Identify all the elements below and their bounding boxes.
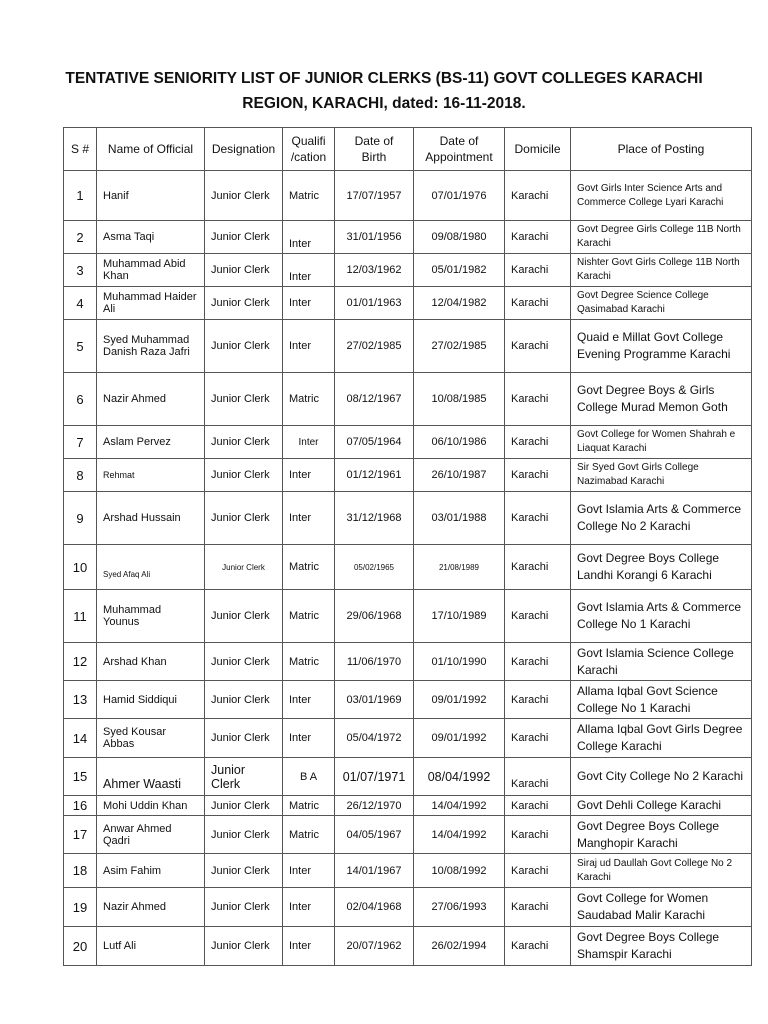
- cell-name: Muhammad Haider Ali: [97, 287, 205, 320]
- cell-designation: Junior Clerk: [205, 373, 283, 426]
- table-row: [64, 681, 752, 719]
- cell-dob: 29/06/1968: [335, 590, 414, 643]
- table-row: [64, 373, 752, 426]
- table-row: [64, 320, 752, 373]
- cell-posting: Govt Girls Inter Science Arts and Commerce College Lyari Karachi: [571, 171, 752, 221]
- cell-dob: 27/02/1985: [335, 320, 414, 373]
- cell-sn: 5: [64, 320, 97, 373]
- cell-posting: Govt College for Women Shahrah e Liaquat Karachi: [571, 426, 752, 459]
- cell-dob: 01/07/1971: [335, 758, 414, 796]
- cell-doa: 12/04/1982: [414, 287, 505, 320]
- cell-domicile: Karachi: [505, 590, 571, 643]
- cell-designation: Junior Clerk: [205, 221, 283, 254]
- cell-sn: 8: [64, 459, 97, 492]
- cell-domicile: Karachi: [505, 221, 571, 254]
- cell-posting: Govt College for Women Saudabad Malir Karachi: [571, 888, 752, 927]
- cell-name: Lutf Ali: [97, 927, 205, 966]
- cell-doa: 10/08/1985: [414, 373, 505, 426]
- cell-dob: 31/12/1968: [335, 492, 414, 545]
- table-row: [64, 287, 752, 320]
- cell-name: Ahmer Waasti: [97, 758, 205, 796]
- cell-doa: 05/01/1982: [414, 254, 505, 287]
- table-row: [64, 888, 752, 927]
- table-row: [64, 758, 752, 796]
- cell-sn: 16: [64, 796, 97, 816]
- cell-designation: Junior Clerk: [205, 816, 283, 854]
- cell-domicile: Karachi: [505, 888, 571, 927]
- cell-doa: 09/01/1992: [414, 681, 505, 719]
- cell-name: Nazir Ahmed: [97, 888, 205, 927]
- cell-name: Asim Fahim: [97, 854, 205, 888]
- cell-domicile: Karachi: [505, 681, 571, 719]
- cell-domicile: Karachi: [505, 854, 571, 888]
- table-row: [64, 171, 752, 221]
- table-row: [64, 221, 752, 254]
- cell-doa: 10/08/1992: [414, 854, 505, 888]
- cell-posting: Quaid e Millat Govt College Evening Programme Karachi: [571, 320, 752, 373]
- cell-domicile: Karachi: [505, 373, 571, 426]
- header-name: Name of Official: [97, 128, 205, 171]
- table-row: [64, 927, 752, 966]
- cell-sn: 9: [64, 492, 97, 545]
- cell-doa: 03/01/1988: [414, 492, 505, 545]
- cell-sn: 12: [64, 643, 97, 681]
- cell-qualification: Inter: [283, 320, 335, 373]
- cell-doa: 09/01/1992: [414, 719, 505, 758]
- cell-designation: Junior Clerk: [205, 320, 283, 373]
- cell-qualification: Inter: [283, 426, 335, 459]
- table-row: [64, 816, 752, 854]
- cell-qualification: Matric: [283, 796, 335, 816]
- cell-name: Muhammad Abid Khan: [97, 254, 205, 287]
- cell-designation: Junior Clerk: [205, 758, 283, 796]
- cell-qualification: B A: [283, 758, 335, 796]
- cell-domicile: Karachi: [505, 254, 571, 287]
- cell-doa: 27/02/1985: [414, 320, 505, 373]
- cell-dob: 02/04/1968: [335, 888, 414, 927]
- cell-domicile: Karachi: [505, 719, 571, 758]
- table-row: [64, 590, 752, 643]
- cell-qualification: Matric: [283, 643, 335, 681]
- header-date-of-birth: Date of Birth: [335, 128, 414, 171]
- cell-dob: 07/05/1964: [335, 426, 414, 459]
- cell-qualification: Inter: [283, 927, 335, 966]
- cell-domicile: Karachi: [505, 459, 571, 492]
- cell-dob: 08/12/1967: [335, 373, 414, 426]
- cell-dob: 20/07/1962: [335, 927, 414, 966]
- cell-name: Anwar Ahmed Qadri: [97, 816, 205, 854]
- header-qualification: Qualifi /cation: [283, 128, 335, 171]
- cell-designation: Junior Clerk: [205, 681, 283, 719]
- cell-sn: 1: [64, 171, 97, 221]
- cell-name: Aslam Pervez: [97, 426, 205, 459]
- cell-sn: 19: [64, 888, 97, 927]
- table-row: [64, 492, 752, 545]
- cell-posting: Sir Syed Govt Girls College Nazimabad Karachi: [571, 459, 752, 492]
- cell-designation: Junior Clerk: [205, 287, 283, 320]
- cell-doa: 06/10/1986: [414, 426, 505, 459]
- cell-sn: 15: [64, 758, 97, 796]
- table-row: [64, 459, 752, 492]
- table-header-row: [64, 128, 752, 171]
- cell-posting: Govt Islamia Science College Karachi: [571, 643, 752, 681]
- document-title: [0, 66, 768, 116]
- cell-posting: Allama Iqbal Govt Girls Degree College Karachi: [571, 719, 752, 758]
- header-place-of-posting: Place of Posting: [571, 128, 752, 171]
- cell-name: Mohi Uddin Khan: [97, 796, 205, 816]
- cell-designation: Junior Clerk: [205, 719, 283, 758]
- cell-posting: Govt Dehli College Karachi: [571, 796, 752, 816]
- cell-sn: 14: [64, 719, 97, 758]
- cell-doa: 27/06/1993: [414, 888, 505, 927]
- header-sn: S #: [64, 128, 97, 171]
- cell-sn: 3: [64, 254, 97, 287]
- cell-designation: Junior Clerk: [205, 796, 283, 816]
- cell-doa: 07/01/1976: [414, 171, 505, 221]
- cell-doa: 17/10/1989: [414, 590, 505, 643]
- cell-name: Rehmat: [97, 459, 205, 492]
- cell-qualification: Matric: [283, 373, 335, 426]
- cell-designation: Junior Clerk: [205, 545, 283, 590]
- cell-domicile: Karachi: [505, 492, 571, 545]
- cell-name: Syed Muhammad Danish Raza Jafri: [97, 320, 205, 373]
- cell-designation: Junior Clerk: [205, 492, 283, 545]
- cell-designation: Junior Clerk: [205, 888, 283, 927]
- cell-qualification: Inter: [283, 681, 335, 719]
- cell-designation: Junior Clerk: [205, 426, 283, 459]
- title-line-2: REGION, KARACHI, dated: 16-11-2018.: [242, 95, 526, 112]
- cell-doa: 14/04/1992: [414, 816, 505, 854]
- cell-posting: Govt Degree Girls College 11B North Karachi: [571, 221, 752, 254]
- cell-designation: Junior Clerk: [205, 254, 283, 287]
- cell-name: Muhammad Younus: [97, 590, 205, 643]
- cell-dob: 05/02/1965: [335, 545, 414, 590]
- cell-posting: Govt Degree Boys & Girls College Murad Memon Goth: [571, 373, 752, 426]
- cell-dob: 31/01/1956: [335, 221, 414, 254]
- cell-name: Syed Kousar Abbas: [97, 719, 205, 758]
- cell-dob: 14/01/1967: [335, 854, 414, 888]
- cell-domicile: Karachi: [505, 816, 571, 854]
- cell-qualification: Inter: [283, 492, 335, 545]
- cell-dob: 03/01/1969: [335, 681, 414, 719]
- cell-dob: 04/05/1967: [335, 816, 414, 854]
- cell-doa: 21/08/1989: [414, 545, 505, 590]
- cell-qualification: Matric: [283, 171, 335, 221]
- cell-qualification: Inter: [283, 719, 335, 758]
- header-date-of-appointment: Date of Appointment: [414, 128, 505, 171]
- table-row: [64, 254, 752, 287]
- cell-qualification: Inter: [283, 254, 335, 287]
- seniority-table: [63, 127, 752, 966]
- cell-name: Syed Afaq Ali: [97, 545, 205, 590]
- table-row: [64, 426, 752, 459]
- table-row: [64, 545, 752, 590]
- cell-qualification: Inter: [283, 287, 335, 320]
- header-domicile: Domicile: [505, 128, 571, 171]
- cell-sn: 17: [64, 816, 97, 854]
- table-row: [64, 796, 752, 816]
- cell-posting: Govt Degree Boys College Shamspir Karachi: [571, 927, 752, 966]
- cell-name: Arshad Khan: [97, 643, 205, 681]
- cell-dob: 11/06/1970: [335, 643, 414, 681]
- header-designation: Designation: [205, 128, 283, 171]
- cell-doa: 08/04/1992: [414, 758, 505, 796]
- cell-domicile: Karachi: [505, 796, 571, 816]
- cell-doa: 26/10/1987: [414, 459, 505, 492]
- table-row: [64, 643, 752, 681]
- cell-sn: 6: [64, 373, 97, 426]
- cell-qualification: Matric: [283, 590, 335, 643]
- cell-name: Nazir Ahmed: [97, 373, 205, 426]
- cell-sn: 10: [64, 545, 97, 590]
- cell-dob: 01/01/1963: [335, 287, 414, 320]
- cell-doa: 26/02/1994: [414, 927, 505, 966]
- cell-posting: Govt Degree Boys College Manghopir Karachi: [571, 816, 752, 854]
- cell-designation: Junior Clerk: [205, 459, 283, 492]
- cell-designation: Junior Clerk: [205, 171, 283, 221]
- cell-domicile: Karachi: [505, 643, 571, 681]
- cell-domicile: Karachi: [505, 927, 571, 966]
- cell-posting: Nishter Govt Girls College 11B North Karachi: [571, 254, 752, 287]
- table-row: [64, 719, 752, 758]
- cell-posting: Govt Degree Boys College Landhi Korangi 6 Karachi: [571, 545, 752, 590]
- cell-designation: Junior Clerk: [205, 643, 283, 681]
- cell-dob: 05/04/1972: [335, 719, 414, 758]
- cell-posting: Govt Islamia Arts & Commerce College No 1 Karachi: [571, 590, 752, 643]
- cell-doa: 14/04/1992: [414, 796, 505, 816]
- cell-posting: Allama Iqbal Govt Science College No 1 Karachi: [571, 681, 752, 719]
- cell-sn: 20: [64, 927, 97, 966]
- cell-designation: Junior Clerk: [205, 590, 283, 643]
- cell-domicile: Karachi: [505, 758, 571, 796]
- cell-dob: 12/03/1962: [335, 254, 414, 287]
- cell-posting: Govt Degree Science College Qasimabad Karachi: [571, 287, 752, 320]
- cell-designation: Junior Clerk: [205, 927, 283, 966]
- cell-qualification: Inter: [283, 459, 335, 492]
- cell-name: Hanif: [97, 171, 205, 221]
- cell-name: Arshad Hussain: [97, 492, 205, 545]
- cell-qualification: Inter: [283, 888, 335, 927]
- cell-domicile: Karachi: [505, 545, 571, 590]
- title-line-1: TENTATIVE SENIORITY LIST OF JUNIOR CLERKS (BS-11) GOVT COLLEGES KARACHI: [65, 70, 703, 87]
- cell-posting: Govt Islamia Arts & Commerce College No 2 Karachi: [571, 492, 752, 545]
- cell-sn: 18: [64, 854, 97, 888]
- cell-dob: 01/12/1961: [335, 459, 414, 492]
- cell-sn: 7: [64, 426, 97, 459]
- cell-qualification: Inter: [283, 854, 335, 888]
- cell-doa: 01/10/1990: [414, 643, 505, 681]
- cell-qualification: Matric: [283, 545, 335, 590]
- cell-sn: 4: [64, 287, 97, 320]
- cell-name: Asma Taqi: [97, 221, 205, 254]
- cell-name: Hamid Siddiqui: [97, 681, 205, 719]
- table-row: [64, 854, 752, 888]
- cell-sn: 11: [64, 590, 97, 643]
- cell-qualification: Matric: [283, 816, 335, 854]
- cell-dob: 26/12/1970: [335, 796, 414, 816]
- cell-domicile: Karachi: [505, 320, 571, 373]
- cell-doa: 09/08/1980: [414, 221, 505, 254]
- cell-qualification: Inter: [283, 221, 335, 254]
- cell-domicile: Karachi: [505, 287, 571, 320]
- cell-domicile: Karachi: [505, 426, 571, 459]
- cell-designation: Junior Clerk: [205, 854, 283, 888]
- cell-sn: 2: [64, 221, 97, 254]
- cell-sn: 13: [64, 681, 97, 719]
- cell-dob: 17/07/1957: [335, 171, 414, 221]
- cell-domicile: Karachi: [505, 171, 571, 221]
- cell-posting: Govt City College No 2 Karachi: [571, 758, 752, 796]
- cell-posting: Siraj ud Daullah Govt College No 2 Karachi: [571, 854, 752, 888]
